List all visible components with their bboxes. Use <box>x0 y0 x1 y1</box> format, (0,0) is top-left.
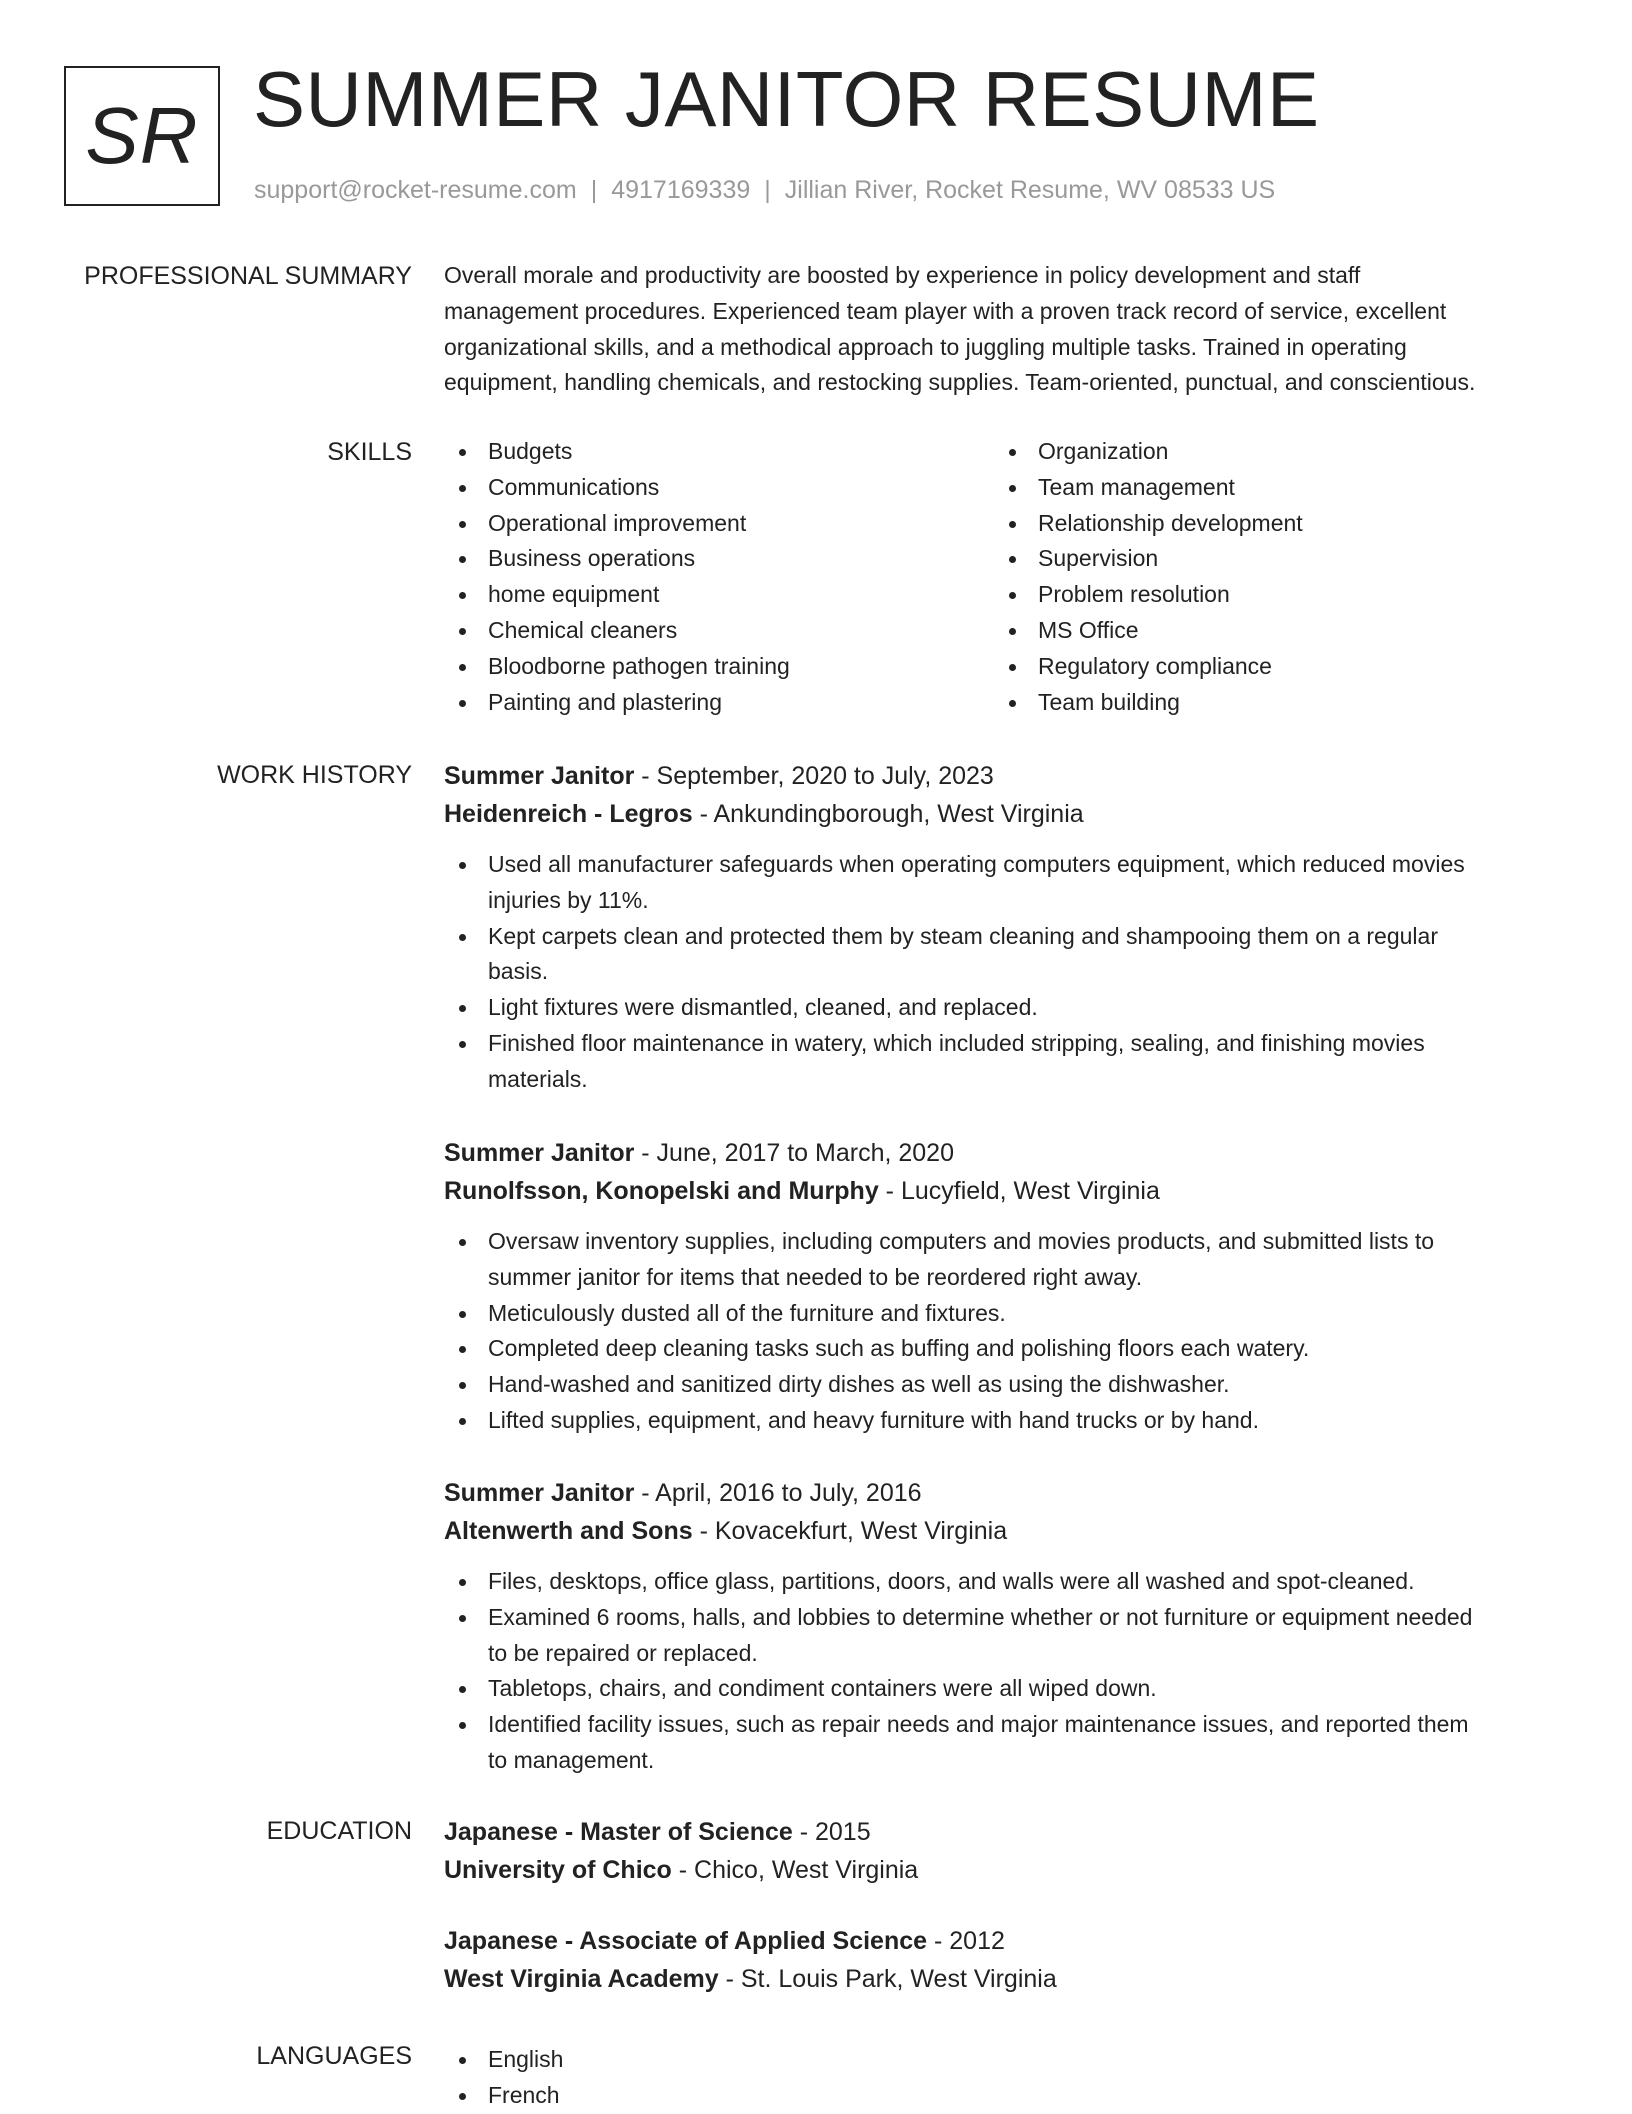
education-entry <box>444 1813 1574 1889</box>
monogram-logo: SR <box>64 66 220 206</box>
summary-line: Overall morale and productivity are boosted by experience in policy development and staff <box>444 262 1361 288</box>
summary-line: organizational skills, and a methodical approach to juggling multiple tasks. Trained in operating <box>444 333 1407 360</box>
bullet-line: Tabletops, chairs, and condiment containers were all wiped down. <box>488 1675 1157 1702</box>
job-bullet <box>444 1026 1574 1098</box>
job-title: Summer Janitor <box>444 1139 635 1167</box>
job-title: Summer Janitor <box>444 1479 635 1507</box>
job-bullet <box>444 1296 1574 1332</box>
job-bullet <box>444 1367 1574 1403</box>
education-location: - St. Louis Park, West Virginia <box>718 1965 1057 1993</box>
contact-separator: | <box>590 176 598 204</box>
languages-list <box>444 2042 1574 2114</box>
job-entry <box>444 757 1574 1098</box>
bullet-line: Finished floor maintenance in watery, which included stripping, sealing, and finishing movies <box>488 1029 1425 1056</box>
section-label-languages: LANGUAGES <box>256 2042 412 2070</box>
education-degree-line <box>444 1813 1574 1851</box>
summary-line: equipment, handling chemicals, and restocking supplies. Team-oriented, punctual, and conscientious. <box>444 369 1476 396</box>
bullet-line: Hand-washed and sanitized dirty dishes as well as using the dishwasher. <box>488 1371 1230 1398</box>
job-bullet <box>444 1564 1574 1600</box>
job-company: Altenwerth and Sons <box>444 1517 693 1545</box>
job-bullet <box>444 990 1574 1026</box>
skills-column-left <box>444 434 964 720</box>
education-school-line <box>444 1851 1574 1889</box>
job-company: Runolfsson, Konopelski and Murphy <box>444 1177 879 1205</box>
bullet-line: to management. <box>488 1746 655 1773</box>
job-location: - Lucyfield, West Virginia <box>878 1177 1160 1205</box>
job-bullet <box>444 919 1574 991</box>
job-bullet <box>444 1707 1574 1779</box>
education-year: - 2015 <box>792 1818 871 1846</box>
skill-item: Regulatory compliance <box>994 649 1514 685</box>
bullet-line: Meticulously dusted all of the furniture and fixtures. <box>488 1299 1006 1326</box>
job-bullet <box>444 1331 1574 1367</box>
contact-email: support@rocket-resume.com <box>254 176 577 204</box>
bullet-line: Oversaw inventory supplies, including computers and movies products, and submitted lists to <box>488 1228 1435 1254</box>
bullet-line: materials. <box>488 1065 588 1092</box>
language-item: English <box>444 2042 1574 2078</box>
summary-text <box>444 258 1574 401</box>
job-title: Summer Janitor <box>444 762 635 790</box>
bullet-line: Identified facility issues, such as repair needs and major maintenance issues, and reported them <box>488 1711 1469 1738</box>
section-label-summary: PROFESSIONAL SUMMARY <box>84 262 412 290</box>
education-school-line <box>444 1960 1574 1998</box>
education-school: West Virginia Academy <box>444 1965 719 1993</box>
job-company-line <box>444 1172 1574 1210</box>
language-bullet-list <box>444 2042 1574 2114</box>
language-item: French <box>444 2078 1574 2114</box>
job-title-line <box>444 1474 1574 1512</box>
job-bullet-list <box>444 1224 1574 1439</box>
bullet-line: summer janitor for items that needed to be reordered right away. <box>488 1263 1143 1290</box>
skill-item: Relationship development <box>994 506 1514 542</box>
summary-line: management procedures. Experienced team player with a proven track record of service, excellent <box>444 297 1447 324</box>
bullet-line: basis. <box>488 958 549 985</box>
job-bullet <box>444 1600 1574 1672</box>
section-label-education: EDUCATION <box>266 1817 412 1845</box>
bullet-line: Completed deep cleaning tasks such as buffing and polishing floors each watery. <box>488 1335 1310 1362</box>
job-bullet-list <box>444 847 1574 1098</box>
job-entry <box>444 1134 1574 1439</box>
section-label-skills: SKILLS <box>327 438 412 466</box>
job-location: - Ankundingborough, West Virginia <box>692 800 1084 828</box>
education-degree: Japanese - Associate of Applied Science <box>444 1927 928 1955</box>
bullet-line: Examined 6 rooms, halls, and lobbies to determine whether or not furniture or equipment needed <box>488 1603 1473 1630</box>
job-title-line <box>444 757 1574 795</box>
bullet-line: Lifted supplies, equipment, and heavy furniture with hand trucks or by hand. <box>488 1406 1259 1433</box>
education-location: - Chico, West Virginia <box>671 1856 919 1884</box>
job-company: Heidenreich - Legros <box>444 800 693 828</box>
skill-item: Budgets <box>444 434 964 470</box>
bullet-line: Light fixtures were dismantled, cleaned, and replaced. <box>488 994 1038 1021</box>
job-bullet <box>444 847 1574 919</box>
education-degree: Japanese - Master of Science <box>444 1818 793 1846</box>
job-company-line <box>444 795 1574 833</box>
skill-item: home equipment <box>444 577 964 613</box>
education-year: - 2012 <box>927 1927 1005 1955</box>
bullet-line: injuries by 11%. <box>488 886 649 913</box>
bullet-line: Kept carpets clean and protected them by steam cleaning and shampooing them on a regular <box>488 922 1438 949</box>
job-bullet <box>444 1403 1574 1439</box>
bullet-line: to be repaired or replaced. <box>488 1639 758 1666</box>
resume-title: SUMMER JANITOR RESUME <box>253 55 1320 143</box>
skill-item: Team building <box>994 685 1514 721</box>
contact-phone: 4917169339 <box>611 176 751 204</box>
job-bullet <box>444 1224 1574 1296</box>
job-entry <box>444 1474 1574 1779</box>
skill-item: Chemical cleaners <box>444 613 964 649</box>
contact-separator: | <box>764 176 771 204</box>
skill-item: Business operations <box>444 541 964 577</box>
job-title-line <box>444 1134 1574 1172</box>
skills-column-right <box>994 434 1514 720</box>
job-dates: - April, 2016 to July, 2016 <box>634 1479 922 1507</box>
education-school: University of Chico <box>444 1856 672 1884</box>
bullet-line: Files, desktops, office glass, partitions, doors, and walls were all washed and spot-cleaned. <box>488 1568 1415 1594</box>
job-location: - Kovacekfurt, West Virginia <box>692 1517 1008 1545</box>
skill-item: Supervision <box>994 541 1514 577</box>
skill-item: Organization <box>994 434 1514 470</box>
contact-line <box>254 176 1275 205</box>
skill-item: Communications <box>444 470 964 506</box>
skill-item: Problem resolution <box>994 577 1514 613</box>
skill-item: Team management <box>994 470 1514 506</box>
education-entry <box>444 1922 1574 1998</box>
section-label-work-history: WORK HISTORY <box>217 761 412 789</box>
skill-item: Operational improvement <box>444 506 964 542</box>
skill-item: MS Office <box>994 613 1514 649</box>
skill-item: Bloodborne pathogen training <box>444 649 964 685</box>
skill-item: Painting and plastering <box>444 685 964 721</box>
job-dates: - September, 2020 to July, 2023 <box>634 762 994 790</box>
contact-address: Jillian River, Rocket Resume, WV 08533 US <box>784 176 1276 204</box>
job-company-line <box>444 1512 1574 1550</box>
job-bullet <box>444 1671 1574 1707</box>
job-dates: - June, 2017 to March, 2020 <box>634 1139 954 1167</box>
job-bullet-list <box>444 1564 1574 1779</box>
education-degree-line <box>444 1922 1574 1960</box>
bullet-line: Used all manufacturer safeguards when operating computers equipment, which reduced movies <box>488 851 1465 877</box>
